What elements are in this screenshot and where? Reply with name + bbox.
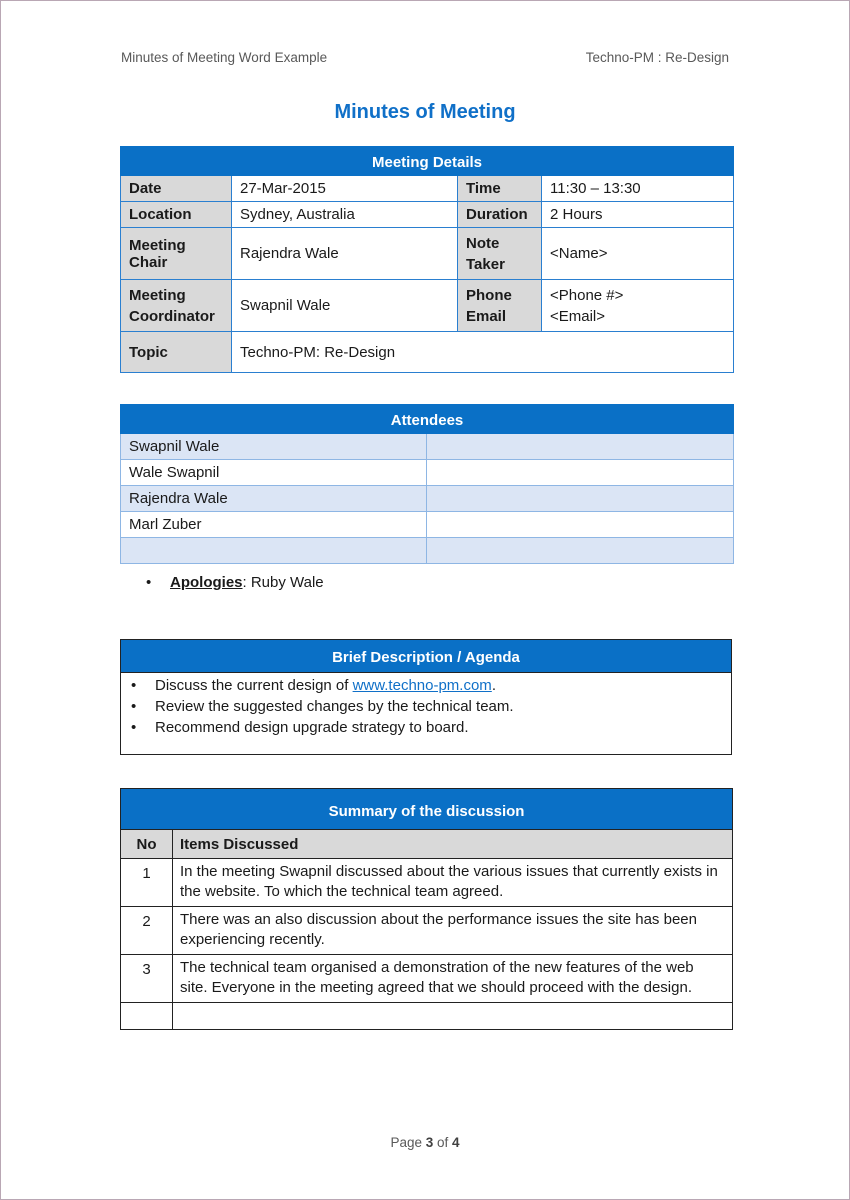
meeting-chair-value: Rajendra Wale [232, 228, 458, 280]
attendee-extra [427, 460, 734, 486]
topic-value: Techno-PM: Re-Design [232, 332, 734, 373]
agenda-item [121, 717, 731, 738]
agenda-item [121, 696, 731, 717]
attendee-extra [427, 486, 734, 512]
bullet-icon: • [146, 574, 152, 591]
apologies-label: Apologies [170, 574, 243, 591]
agenda-item-suffix: . [491, 677, 496, 694]
meeting-chair-label: Meeting Chair [121, 228, 232, 280]
phone-value: <Phone #> [550, 286, 624, 304]
summary-row [121, 1003, 733, 1030]
attendee-name: Swapnil Wale [121, 434, 427, 460]
attendee-row [121, 486, 734, 512]
header-project-name: Techno-PM : Re-Design [585, 50, 729, 65]
note-taker-label [458, 228, 542, 280]
meeting-details-table [120, 146, 734, 373]
location-label: Location [121, 202, 232, 228]
coordinator-label-line1: Meeting [129, 286, 186, 304]
apologies-value: : Ruby Wale [242, 574, 324, 591]
summary-row-text: In the meeting Swapnil discussed about the various issues that currently exists in the website. To which the technical team agreed. [173, 859, 733, 907]
agenda-item-text: Discuss the current design of [155, 677, 353, 694]
summary-table [120, 788, 733, 1030]
date-label: Date [121, 176, 232, 202]
agenda-item [121, 675, 731, 696]
page-footer [0, 1135, 850, 1150]
summary-row [121, 859, 733, 907]
website-link[interactable]: www.techno-pm.com [352, 677, 492, 694]
footer-current-page: 3 [425, 1135, 434, 1150]
summary-heading: Summary of the discussion [121, 789, 733, 830]
summary-row-text [173, 1003, 733, 1030]
summary-row [121, 907, 733, 955]
summary-row-number [121, 1003, 173, 1030]
attendee-extra [427, 538, 734, 564]
meeting-coordinator-value: Swapnil Wale [232, 280, 458, 332]
no-column-header: No [121, 830, 173, 859]
note-taker-label-line1: Note [466, 234, 500, 252]
note-taker-label-line2: Taker [466, 255, 505, 273]
attendee-name: Rajendra Wale [121, 486, 427, 512]
agenda-list [121, 675, 731, 738]
topic-label: Topic [121, 332, 232, 373]
summary-row-number: 1 [121, 859, 173, 907]
location-value: Sydney, Australia [232, 202, 458, 228]
footer-total-pages: 4 [452, 1135, 460, 1150]
duration-value: 2 Hours [542, 202, 734, 228]
attendee-row [121, 512, 734, 538]
attendee-extra [427, 434, 734, 460]
meeting-details-heading: Meeting Details [121, 147, 734, 176]
duration-label: Duration [458, 202, 542, 228]
note-taker-value: <Name> [542, 228, 734, 280]
summary-row-text: The technical team organised a demonstration of the new features of the web site. Everyone in the meeting agreed that we should proceed with the design. [173, 955, 733, 1003]
footer-page-prefix: Page [390, 1135, 426, 1150]
attendees-table [120, 404, 734, 564]
items-column-header: Items Discussed [173, 830, 733, 859]
bullet-icon: • [131, 719, 137, 736]
summary-row-number: 3 [121, 955, 173, 1003]
agenda-heading: Brief Description / Agenda [121, 640, 731, 673]
attendee-name [121, 538, 427, 564]
header-document-name: Minutes of Meeting Word Example [121, 50, 328, 65]
coordinator-label-line2: Coordinator [129, 307, 215, 325]
phone-label: Phone [466, 286, 512, 304]
apologies-line [146, 574, 324, 591]
footer-page-middle: of [433, 1135, 453, 1150]
attendee-extra [427, 512, 734, 538]
date-value: 27-Mar-2015 [232, 176, 458, 202]
bullet-icon: • [131, 698, 137, 715]
email-value: <Email> [550, 307, 606, 325]
time-value: 11:30 – 13:30 [542, 176, 734, 202]
agenda-item-text: Recommend design upgrade strategy to board. [155, 719, 469, 736]
document-title: Minutes of Meeting [334, 101, 516, 123]
phone-email-value [542, 280, 734, 332]
summary-row [121, 955, 733, 1003]
summary-row-text: There was an also discussion about the performance issues the site has been experiencing recently. [173, 907, 733, 955]
bullet-icon: • [131, 677, 137, 694]
attendee-name: Wale Swapnil [121, 460, 427, 486]
meeting-coordinator-label [121, 280, 232, 332]
summary-row-number: 2 [121, 907, 173, 955]
email-label: Email [466, 307, 507, 325]
attendees-heading: Attendees [121, 405, 734, 434]
phone-email-label [458, 280, 542, 332]
agenda-box [120, 639, 732, 755]
time-label: Time [458, 176, 542, 202]
attendee-row [121, 460, 734, 486]
attendee-row [121, 434, 734, 460]
attendee-row [121, 538, 734, 564]
agenda-item-text: Review the suggested changes by the technical team. [155, 698, 514, 715]
attendee-name: Marl Zuber [121, 512, 427, 538]
